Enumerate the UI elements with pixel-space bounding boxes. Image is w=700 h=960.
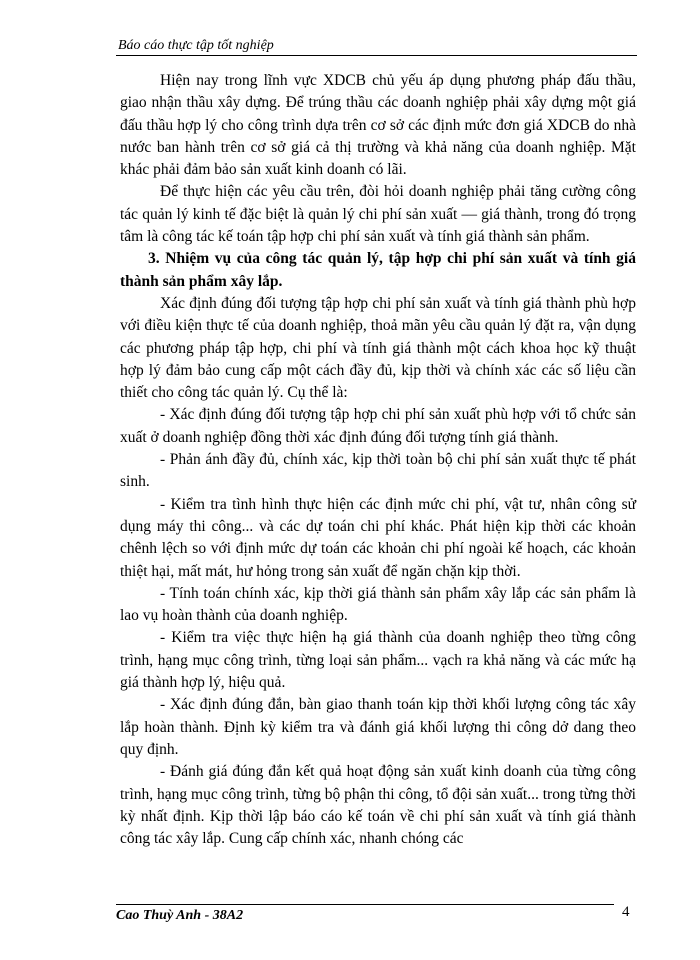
paragraph-determine-objects: Xác định đúng đối tượng tập hợp chi phí sản xuất và tính giá thành phù hợp với điều kiện thực tế của doanh nghiệp, thoả mãn yêu cầu quản lý đặt ra, vận dụng các phương pháp tập hợp, chi phí và tính giá thành một cách khoa học kỹ thuật hợp lý đảm bảo cung cấp một cách đầy đủ, kịp thời và chính xác các số liệu cần thiết cho công tác quản lý. Cụ thể là: [120, 294, 636, 402]
list-item-6: - Xác định đúng đắn, bàn giao thanh toán kịp thời khối lượng công tác xây lắp hoàn thành. Định kỳ kiểm tra và đánh giá khối lượng thi công dở dang theo quy định. [120, 696, 636, 758]
footer-author: Cao Thuỳ Anh - 38A2 [116, 908, 244, 923]
body-text [120, 70, 636, 850]
list-item-4: - Tính toán chính xác, kịp thời giá thành sản phẩm xây lắp các sản phẩm là lao vụ hoàn thành của doanh nghiệp. [120, 584, 636, 625]
list-item-7: - Đánh giá đúng đắn kết quả hoạt động sản xuất kinh doanh của từng công trình, hạng mục công trình, từng bộ phận thi công, tổ đội sản xuất... trong từng thời kỳ nhất định. Kịp thời lập báo cáo kế toán về chi phí sản xuất và tính giá thành công tác xây lắp. Cung cấp chính xác, nhanh chóng các [120, 763, 636, 848]
footer-divider [116, 904, 614, 905]
paragraph-bidding: Hiện nay trong lĩnh vực XDCB chủ yếu áp dụng phương pháp đấu thầu, giao nhận thầu xây dựng. Để trúng thầu các doanh nghiệp phải xây dựng một giá đấu thầu hợp lý cho công trình dựa trên cơ sở các định mức đơn giá XDCB do nhà nước ban hành trên cơ sở giá cả thị trường và khả năng của doanh nghiệp. Mặt khác phải đảm bảo sản xuất kinh doanh có lãi. [120, 72, 636, 179]
section-heading-3: 3. Nhiệm vụ của công tác quản lý, tập hợp chi phí sản xuất và tính giá thành sản phẩm xây lắp. [120, 250, 636, 290]
list-item-3: - Kiểm tra tình hình thực hiện các định mức chi phí, vật tư, nhân công sử dụng máy thi công... và các dự toán chi phí khác. Phát hiện kịp thời các khoản chênh lệch so với định mức dự toán các khoản chi phí ngoài kế hoạch, các khoản thiệt hại, mất mát, hư hỏng trong sản xuất để ngăn chặn kịp thời. [120, 495, 636, 580]
list-item-5: - Kiểm tra việc thực hiện hạ giá thành của doanh nghiệp theo từng công trình, hạng mục công trình, từng loại sản phẩm... vạch ra khả năng và các mức hạ giá thành hợp lý, hiệu quả. [120, 629, 636, 692]
header-divider [116, 55, 637, 56]
page-number: 4 [622, 904, 630, 920]
header-title: Báo cáo thực tập tốt nghiệp [118, 38, 274, 53]
list-item-2: - Phản ánh đầy đủ, chính xác, kịp thời toàn bộ chi phí sản xuất thực tế phát sinh. [120, 451, 636, 491]
list-item-1: - Xác định đúng đối tượng tập hợp chi phí sản xuất phù hợp với tổ chức sản xuất ở doanh nghiệp đồng thời xác định đúng đối tượng tính giá thành. [120, 406, 636, 446]
paragraph-management-requirements: Để thực hiện các yêu cầu trên, đòi hỏi doanh nghiệp phải tăng cường công tác quản lý kinh tế đặc biệt là quản lý chi phí sản xuất — giá thành, trong đó trọng tâm là công tác kế toán tập hợp chi phí sản xuất và tính giá thành sản phẩm. [120, 183, 636, 246]
